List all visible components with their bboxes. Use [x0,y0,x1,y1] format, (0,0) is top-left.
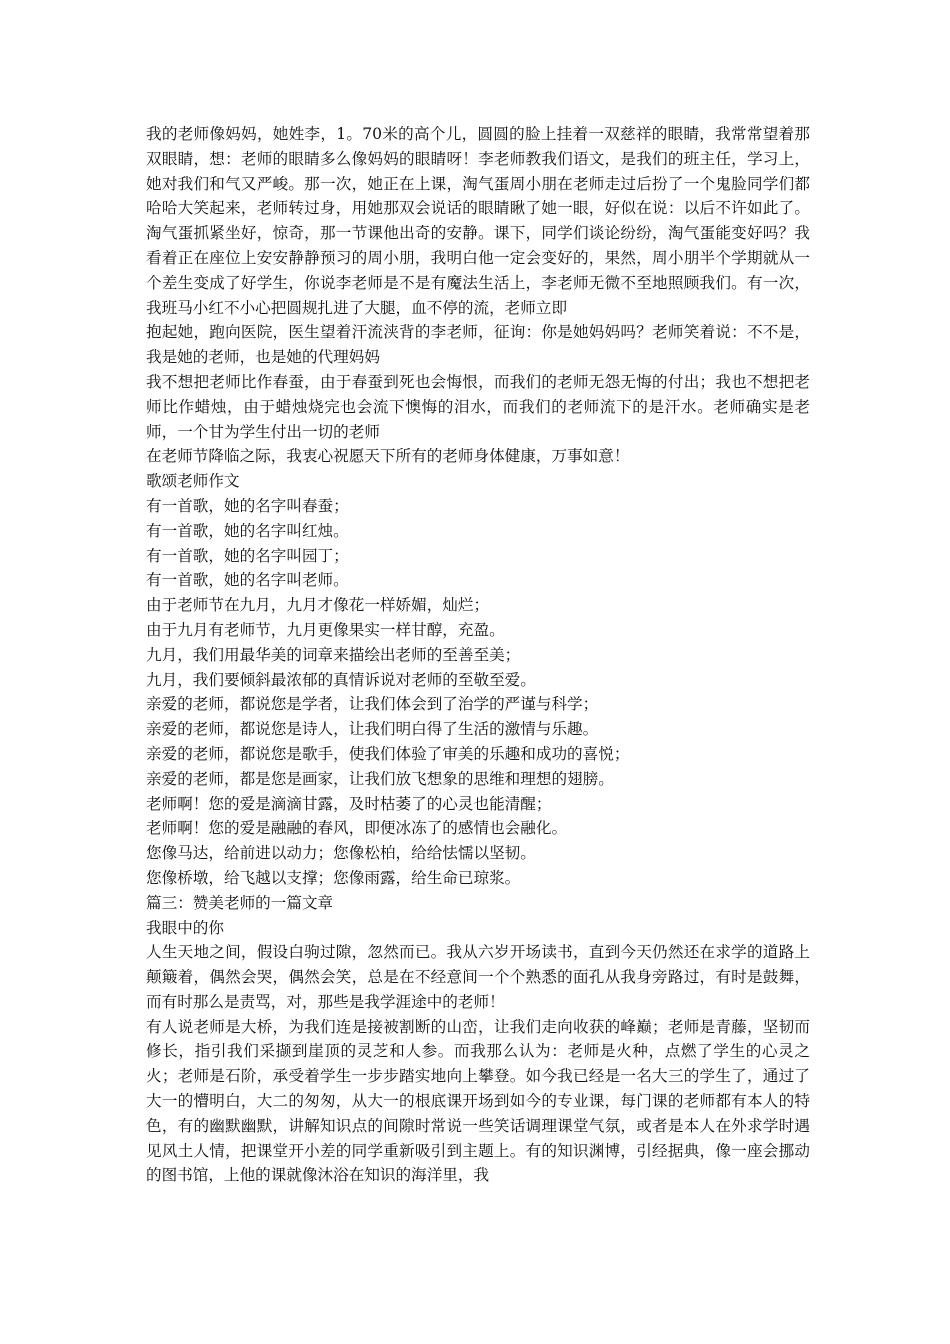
poem-line: 亲爱的老师，都说您是歌手，使我们体验了审美的乐趣和成功的喜悦； [146,744,630,763]
poem-line: 有一首歌，她的名字叫红烛。 [146,521,349,540]
section-heading-part-three: 篇三：赞美老师的一篇文章 [146,893,334,912]
poem-line: 老师啊！您的爱是滴滴甘露，及时枯萎了的心灵也能清醒； [146,794,552,813]
poem-line: 有一首歌，她的名字叫园丁； [146,546,349,565]
section-subtitle-you-in-my-eyes: 我眼中的你 [146,918,224,937]
paragraph-teacher-is-bridge: 有人说老师是大桥，为我们连是接被割断的山峦，让我们走向收获的峰巅；老师是青藤，坚韧而修长，指引我们采撷到崖顶的灵芝和人参。而我那么认为：老师是火种，点燃了学生的心灵之火；老师是石阶，承受着学生一步步踏实地向上攀登。如今我已经是一名大三的学生了，通过了大一的懵明白，大二的匆匆，从大一的根底课开场到如今的专业课，每门课的老师都有本人的特色，有的幽默幽默，讲解知识点的间隙时常说一些笑话调理课堂气氛，或者是本人在外求学时遇见风土人情，把课堂开小差的同学重新吸引到主题上。有的知识渊博，引经据典，像一座会挪动的图书馆，上他的课就像沐浴在知识的海洋里，我 [146,1017,810,1185]
document-body [146,122,810,1188]
paragraph-wishes: 在老师节降临之际，我衷心祝愿天下所有的老师身体健康，万事如意！ [146,447,630,466]
poem-line: 亲爱的老师，都说您是诗人，让我们明白得了生活的激情与乐趣。 [146,720,599,739]
poem-line: 亲爱的老师，都说您是学者，让我们体会到了治学的严谨与科学； [146,695,599,714]
poem-line: 您像马达，给前进以动力；您像松柏，给给怯懦以坚韧。 [146,844,536,863]
poem-line: 亲爱的老师，都是您是画家，让我们放飞想象的思维和理想的翅膀。 [146,769,614,788]
poem-line: 由于老师节在九月，九月才像花一样娇媚，灿烂； [146,596,490,615]
poem-line: 有一首歌，她的名字叫春蚕； [146,496,349,515]
paragraph-teacher-like-mother: 我的老师像妈妈，她姓李，1。70米的高个儿，圆圆的脸上挂着一双慈祥的眼睛，我常常望着那双眼睛，想：老师的眼睛多么像妈妈的眼睛呀！李老师教我们语文，是我们的班主任，学习上，她对我们和气又严峻。那一次，她正在上课，淘气蛋周小朋在老师走过后扮了一个鬼脸同学们都哈哈大笑起来，老师转过身，用她那双会说话的眼睛瞅了她一眼，好似在说：以后不许如此了。淘气蛋抓紧坐好，惊奇，那一节课他出奇的安静。课下，同学们谈论纷纷，淘气蛋能变好吗？我看着正在座位上安安静静预习的周小朋，我明白他一定会变好的，果然，周小朋半个学期就从一个差生变成了好学生，你说李老师是不是有魔法生活上，李老师无微不至地照顾我们。有一次，我班马小红不小心把圆规扎进了大腿，血不停的流，老师立即 [146,125,810,317]
paragraph-life-between-heaven-earth: 人生天地之间，假设白驹过隙，忽然而已。我从六岁开场读书，直到今天仍然还在求学的道路上颠簸着，偶然会哭，偶然会笑，总是在不经意间一个个熟悉的面孔从我身旁路过，有时是鼓舞，而有时那么是责骂，对，那些是我学涯途中的老师！ [146,943,810,1011]
poem-line: 九月，我们要倾斜最浓郁的真情诉说对老师的至敬至爱。 [146,670,536,689]
poem-line: 九月，我们用最华美的词章来描绘出老师的至善至美； [146,645,521,664]
paragraph-silkworm-candle: 我不想把老师比作春蚕，由于春蚕到死也会悔恨，而我们的老师无怨无悔的付出；我也不想把老师比作蜡烛，由于蜡烛烧完也会流下懊悔的泪水，而我们的老师流下的是汗水。老师确实是老师，一个甘为学生付出一切的老师 [146,372,810,441]
section-heading-praise: 歌颂老师作文 [146,472,240,491]
poem-line: 由于九月有老师节，九月更像果实一样甘醇，充盈。 [146,620,505,639]
poem-line: 您像桥墩，给飞越以支撑；您像雨露，给生命已琼浆。 [146,868,521,887]
paragraph-hospital: 抱起她，跑向医院，医生望着汗流浃背的李老师，征询：你是她妈妈吗？老师笑着说：不不是，我是她的老师，也是她的代理妈妈 [146,323,810,367]
poem-line: 有一首歌，她的名字叫老师。 [146,571,349,590]
poem-line: 老师啊！您的爱是融融的春风，即便冰冻了的感情也会融化。 [146,819,568,838]
